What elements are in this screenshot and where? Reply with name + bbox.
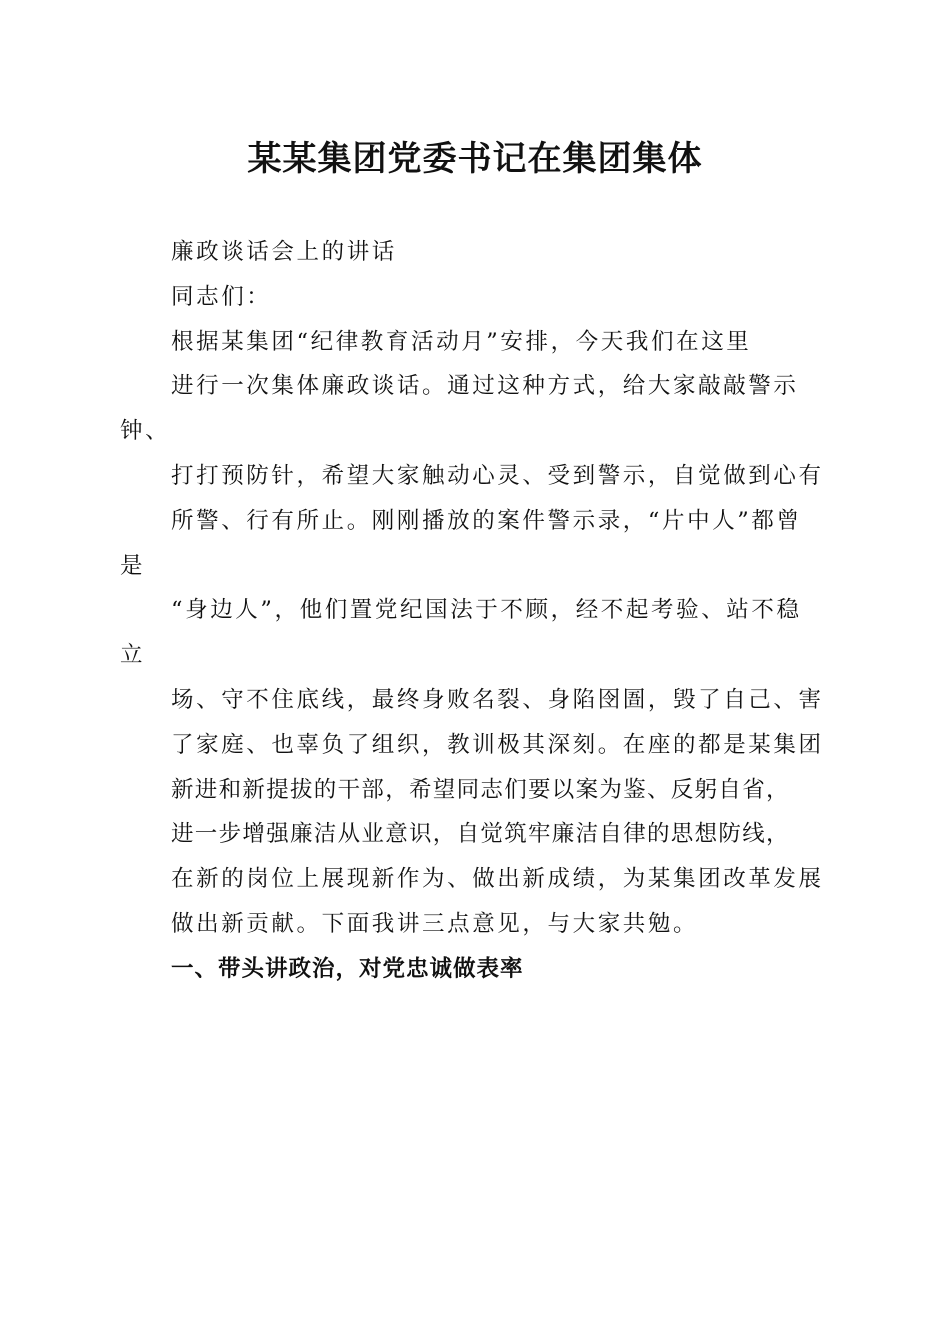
paragraph-12: 在新的岗位上展现新作为、做出新成绩，为某集团改革发展 bbox=[171, 866, 824, 893]
paragraph-11: 进一步增强廉洁从业意识，自觉筑牢廉洁自律的思想防线， bbox=[171, 821, 790, 848]
paragraph-5: 打打预防针，希望大家触动心灵、受到警示，自觉做到心有 bbox=[171, 462, 824, 489]
paragraph-10: 新进和新提拔的干部，希望同志们要以案为鉴、反躬自省， bbox=[171, 776, 790, 803]
paragraph-8: 场、守不住底线，最终身败名裂、身陷囹圄，毁了自己、害 bbox=[171, 686, 824, 713]
paragraph-6: 所警、行有所止。刚刚播放的案件警示录，“片中人”都曾是 bbox=[120, 507, 802, 579]
paragraph-7: “身边人”，他们置党纪国法于不顾，经不起考验、站不稳立 bbox=[120, 597, 802, 669]
paragraph-4: 进行一次集体廉政谈话。通过这种方式，给大家敲敲警示钟、 bbox=[120, 373, 799, 445]
paragraph-3: 根据某集团“纪律教育活动月”安排，今天我们在这里 bbox=[171, 328, 752, 355]
paragraph-2: 同志们： bbox=[171, 283, 272, 310]
section-heading: 一、带头讲政治，对党忠诚做表率 bbox=[171, 955, 524, 982]
document-title: 某某集团党委书记在集团集体 bbox=[247, 139, 703, 179]
paragraph-1: 廉政谈话会上的讲话 bbox=[171, 239, 397, 265]
paragraph-13: 做出新贡献。下面我讲三点意见，与大家共勉。 bbox=[171, 910, 699, 937]
paragraph-9: 了家庭、也辜负了组织，教训极其深刻。在座的都是某集团 bbox=[171, 731, 824, 758]
document-body bbox=[120, 230, 825, 992]
